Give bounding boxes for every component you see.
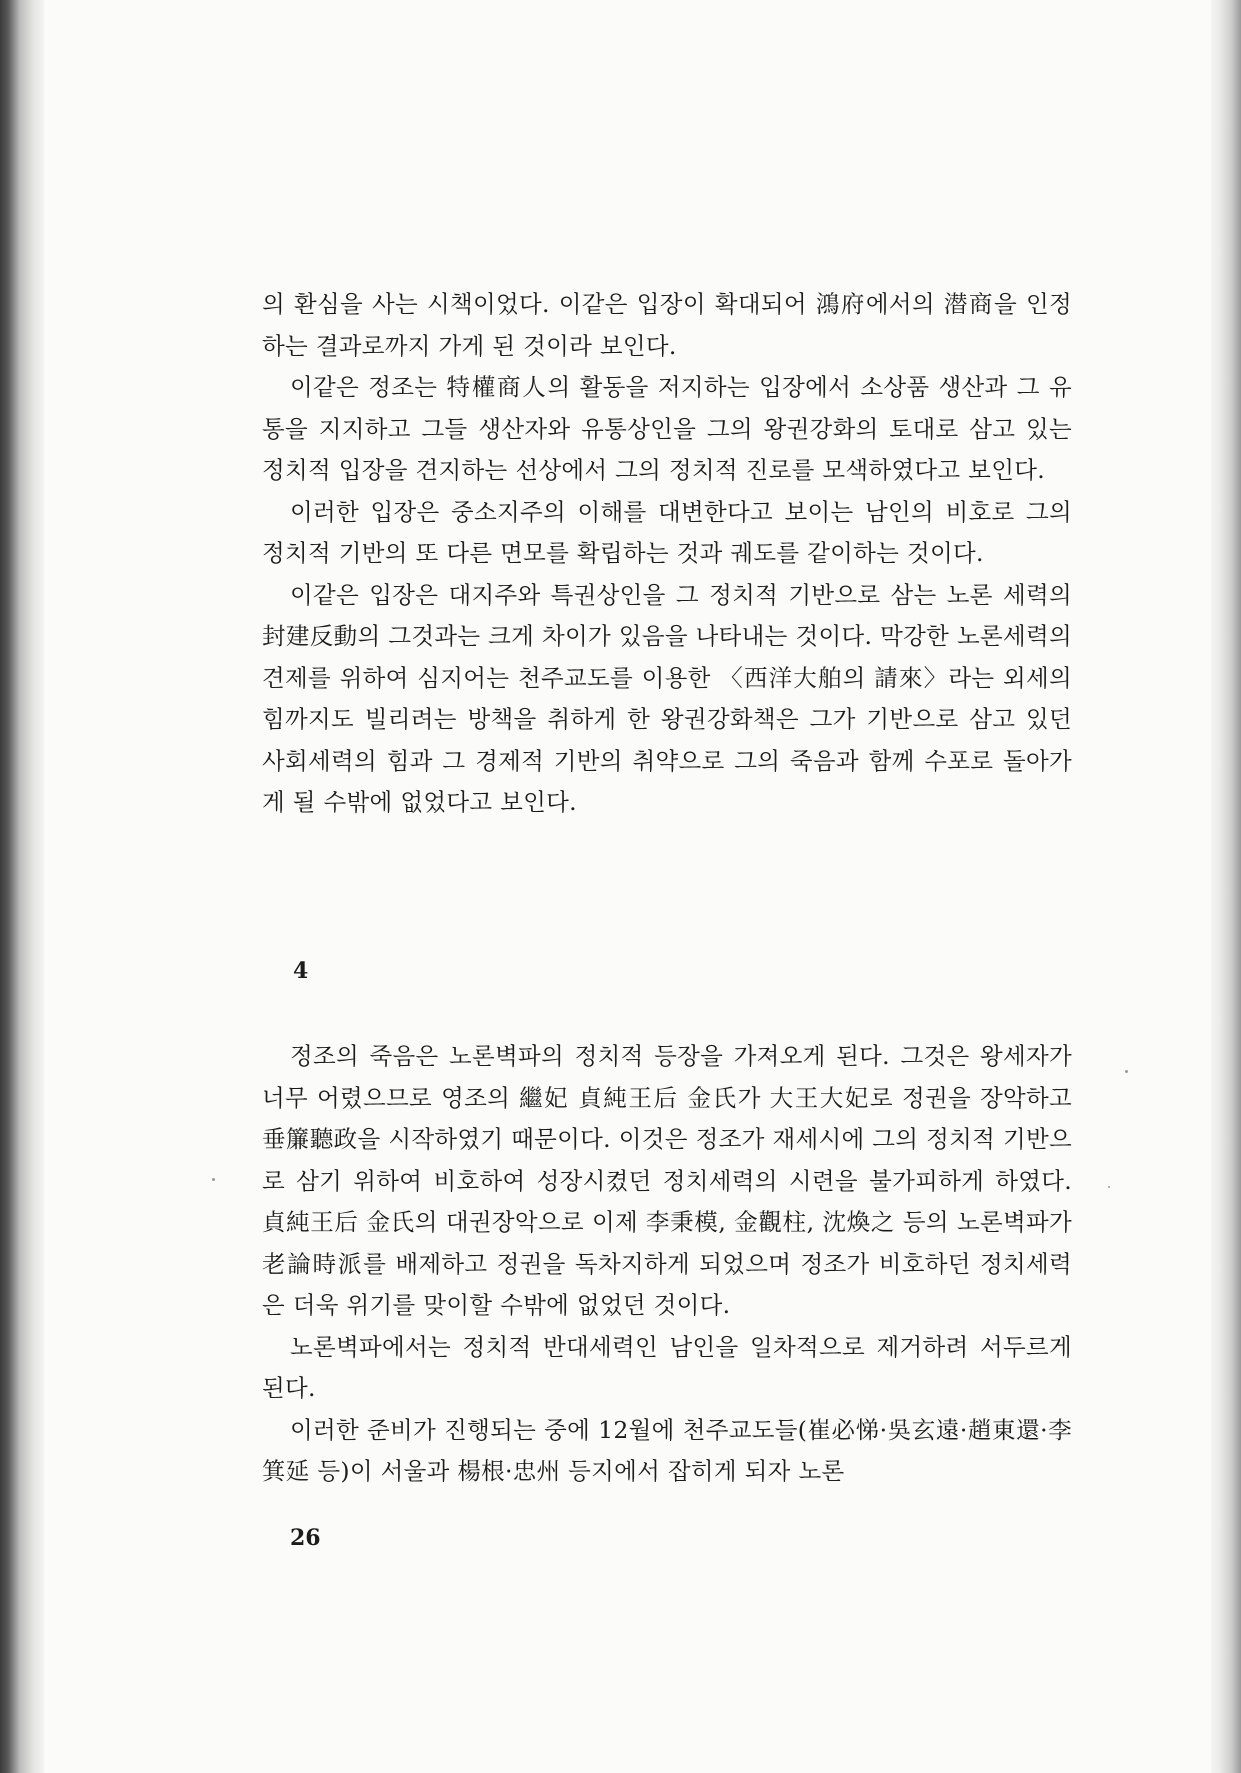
scan-speck bbox=[1108, 1186, 1110, 1188]
paragraph: 이같은 정조는 特權商人의 활동을 저지하는 입장에서 소상품 생산과 그 유통을 지지하고 그들 생산자와 유통상인을 그의 왕권강화의 토대로 삼고 있는 정치적 입장을 견지하는 선상에서 그의 정치적 진로를 모색하였다고 보인다. bbox=[262, 373, 1072, 484]
section-two-text bbox=[262, 1036, 1072, 1493]
scan-speck bbox=[1125, 1070, 1128, 1073]
page-number: 26 bbox=[290, 1525, 321, 1551]
section-number: 4 bbox=[293, 958, 309, 984]
page-sheet bbox=[44, 0, 1211, 1773]
paragraph: 이러한 입장은 중소지주의 이해를 대변한다고 보이는 남인의 비호로 그의 정치적 기반의 또 다른 면모를 확립하는 것과 궤도를 같이하는 것이다. bbox=[262, 497, 1072, 567]
paragraph: 정조의 죽음은 노론벽파의 정치적 등장을 가져오게 된다. 그것은 왕세자가 너무 어렸으므로 영조의 繼妃 貞純王后 金氏가 大王大妃로 정권을 장악하고 垂簾聽政을 시작하였기 때문이다. 이것은 정조가 재세시에 그의 정치적 기반으로 삼기 위하여 비호하여 성장시켰던 정치세력의 시련을 불가피하게 하였다. 貞純王后 金氏의 대권장악으로 이제 李秉模, 金觀柱, 沈煥之 등의 노론벽파가 老論時派를 배제하고 정권을 독차지하게 되었으며 정조가 비호하던 정치세력은 더욱 위기를 맞이할 수밖에 없었던 것이다. bbox=[262, 1042, 1072, 1319]
scan-speck bbox=[212, 1178, 215, 1181]
page-edge-shadow bbox=[1211, 0, 1241, 1773]
book-spine-shadow bbox=[0, 0, 44, 1773]
paragraph: 의 환심을 사는 시책이었다. 이같은 입장이 확대되어 鴻府에서의 潜商을 인정하는 결과로까지 가게 된 것이라 보인다. bbox=[262, 290, 1072, 360]
paragraph: 노론벽파에서는 정치적 반대세력인 남인을 일차적으로 제거하려 서두르게 된다. bbox=[262, 1332, 1072, 1402]
section-one-text bbox=[262, 284, 1072, 824]
paragraph: 이같은 입장은 대지주와 특권상인을 그 정치적 기반으로 삼는 노론 세력의 封建反動의 그것과는 크게 차이가 있음을 나타내는 것이다. 막강한 노론세력의 견제를 위하여 심지어는 천주교도를 이용한 〈西洋大舶의 請來〉라는 외세의 힘까지도 빌리려는 방책을 취하게 한 왕권강화책은 그가 기반으로 삼고 있던 사회세력의 힘과 그 경제적 기반의 취약으로 그의 죽음과 함께 수포로 돌아가게 될 수밖에 없었다고 보인다. bbox=[262, 580, 1072, 816]
paragraph: 이러한 준비가 진행되는 중에 12월에 천주교도들(崔必悌·吳玄遠·趙東還·李箕延 등)이 서울과 楊根·忠州 등지에서 잡히게 되자 노론 bbox=[262, 1415, 1072, 1485]
